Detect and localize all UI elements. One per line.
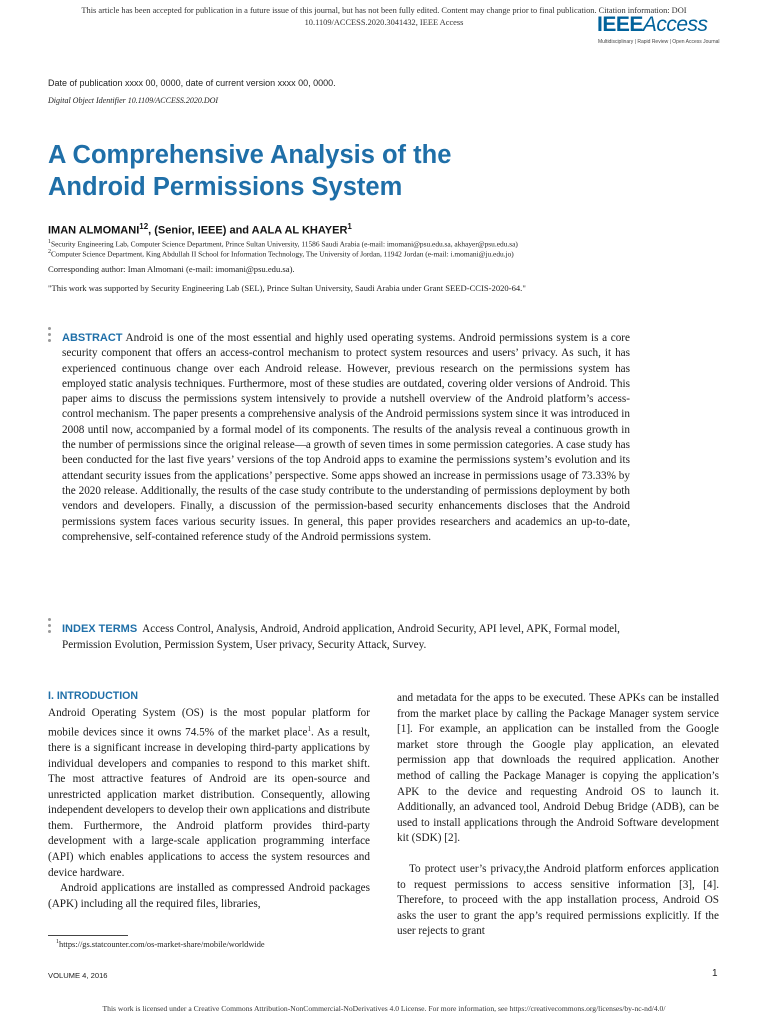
footnote — [56, 939, 265, 949]
affiliation-2 — [48, 248, 514, 259]
doi-identifier: Digital Object Identifier 10.1109/ACCESS.2020.DOI — [48, 96, 219, 105]
page-number: 1 — [712, 968, 718, 979]
logo-ieee-text: IEEE — [597, 13, 643, 36]
author-list — [48, 222, 352, 237]
author-name-1: IMAN ALMOMANI — [48, 224, 140, 237]
ieee-access-logo — [597, 12, 720, 52]
intro-p1-part2: . As a result, there is a significant increase in developing third-party applications by individual developers and companies to respond to this market shift. The most attractive features of Android are its open-source and unrestricted application market distribution. Consequently, allowing independent developers to develop their own applications and distribute them. Furthermore, the Android platform provides third-party development with a large-scale application programming interface (API) which enables applications to access the system resources and device hardware. — [48, 726, 370, 879]
affiliation-1-sup: 1 — [48, 239, 51, 245]
affiliation-2-text: Computer Science Department, King Abdullah II School for Information Technology, The University of Jordan, 11942 Jordan (e-mail: i.momani@ju.edu.jo) — [51, 249, 514, 259]
intro-paragraph-1 — [48, 706, 370, 881]
paper-title-line2: Android Permissions System — [48, 173, 403, 201]
publication-notice-line1: This article has been accepted for publication in a future issue of this journal, but has not been fully edited. Content may change prior to final publication. Citation information: DOI — [81, 6, 687, 15]
corresponding-author: Corresponding author: Iman Almomani (e-mail: imomani@psu.edu.sa). — [48, 264, 295, 274]
intro-paragraph-2: Android applications are installed as compressed Android packages (APK) including all the required files, libraries, — [48, 882, 370, 910]
footnote-url: https://gs.statcounter.com/os-market-share/mobile/worldwide — [59, 939, 265, 949]
publication-notice-line2: 10.1109/ACCESS.2020.3041432, IEEE Access — [304, 18, 464, 27]
abstract-side-marker-icon — [48, 327, 52, 345]
abstract — [62, 331, 630, 545]
abstract-label: ABSTRACT — [62, 332, 123, 344]
left-column — [48, 706, 370, 912]
author-2-affil-sup: 1 — [347, 222, 352, 231]
right-column — [397, 691, 719, 940]
footnote-ref-1: 1 — [307, 724, 311, 733]
intro-right-paragraph-2: To protect user’s privacy,the Android platform enforces application to request permissions to access sensitive information [3], [4]. Therefore, to proceed with the app installation process, Android OS asks the user to grant the app’s required permissions explicitly. If the user rejects to grant — [397, 862, 719, 938]
author-list-middle: , (Senior, IEEE) and AALA AL KHAYER — [148, 224, 348, 237]
intro-right-paragraph-1: and metadata for the apps to be executed. These APKs can be installed from the market place by calling the Package Manager system service [1]. For example, an application can be installed from the Google market store through the Google play application, an elevated permission app that downloads the required application. Another method of calling the Package Manager is copying the application’s APK to the device and requesting Android OS to launch it. Additionally, an advanced tool, Android Debug Bridge (ADB), can be used to install applications through the Android Software development kit (SDK) [2]. — [397, 692, 719, 845]
intro-p1-part1: Android Operating System (OS) is the most popular platform for mobile devices since it owns 74.5% of the market place — [48, 707, 370, 739]
affiliation-2-sup: 2 — [48, 249, 51, 255]
license-notice: This work is licensed under a Creative Commons Attribution-NonCommercial-NoDerivatives 4.0 License. For more information, see https://creativecommons.org/licenses/by-nc-nd/4.0/ — [102, 1004, 666, 1013]
abstract-text: Android is one of the most essential and highly used operating systems. Android permissions system is a core security component that offers an access-control mechanism to protect system resources and users’ privacy. As such, it has experienced continuous change over each Android release. However, previous research on the permissions system has employed static analysis techniques. Furthermore, most of these studies are outdated, covering older versions of Android. This paper aims to discuss the permissions system intensively to provide a nutshell overview of the Android platform’s access-control mechanism. The paper presents a comprehensive analysis of the Android permissions system since it was introduced in 2008 until now, accompanied by a formal model of its components. The results of the analysis reveal a continuous growth in the number of permissions since the original release—a growth of seven times in some permission categories. A case study has been conducted for the last five years’ versions of the top Android apps to examine the permissions system’s evolution and its attendant security issues from the applications’ perspective. Some apps showed an increase in permissions usage of 73.33% by the 2020 release. Additionally, the results of the case study contribute to the understanding of permissions deployment by both vendors and developers. Finally, a discussion of the permission-based security enhancements discloses that the Android permissions system faces various security issues. In general, this paper provides researchers and academics an up-to-date, comprehensive, self-contained reference study of the Android permissions system. — [62, 332, 630, 543]
footnote-divider — [48, 935, 128, 936]
logo-tagline: Multidisciplinary | Rapid Review | Open Access Journal — [598, 39, 720, 45]
index-terms-text: Access Control, Analysis, Android, Android application, Android Security, API level, APK, Formal model, Permission Evolution, Permission System, User privacy, Security Attack, Survey. — [62, 623, 620, 651]
index-terms-label: INDEX TERMS — [62, 623, 138, 635]
author-1-affil-sup: 12 — [139, 222, 149, 231]
index-terms-side-marker-icon — [48, 618, 52, 636]
section-heading-introduction: I. INTRODUCTION — [48, 690, 139, 702]
index-terms — [62, 622, 630, 653]
affiliation-1-text: Security Engineering Lab, Computer Science Department, Prince Sultan University, 11586 Saudi Arabia (e-mail: imomani@psu.edu.sa, akhayer@psu.edu.sa) — [51, 239, 518, 249]
publication-date: Date of publication xxxx 00, 0000, date of current version xxxx 00, 0000. — [48, 78, 336, 88]
logo-access-text: Access — [642, 13, 708, 36]
funding-statement: "This work was supported by Security Engineering Lab (SEL), Prince Sultan University, Saudi Arabia under Grant SEED-CCIS-2020-64." — [48, 283, 526, 293]
paper-title — [48, 139, 608, 203]
volume-label: VOLUME 4, 2016 — [48, 971, 108, 980]
paper-title-line1: A Comprehensive Analysis of the — [48, 141, 452, 169]
footnote-sup: 1 — [56, 939, 59, 945]
logo-wordmark — [597, 12, 708, 38]
